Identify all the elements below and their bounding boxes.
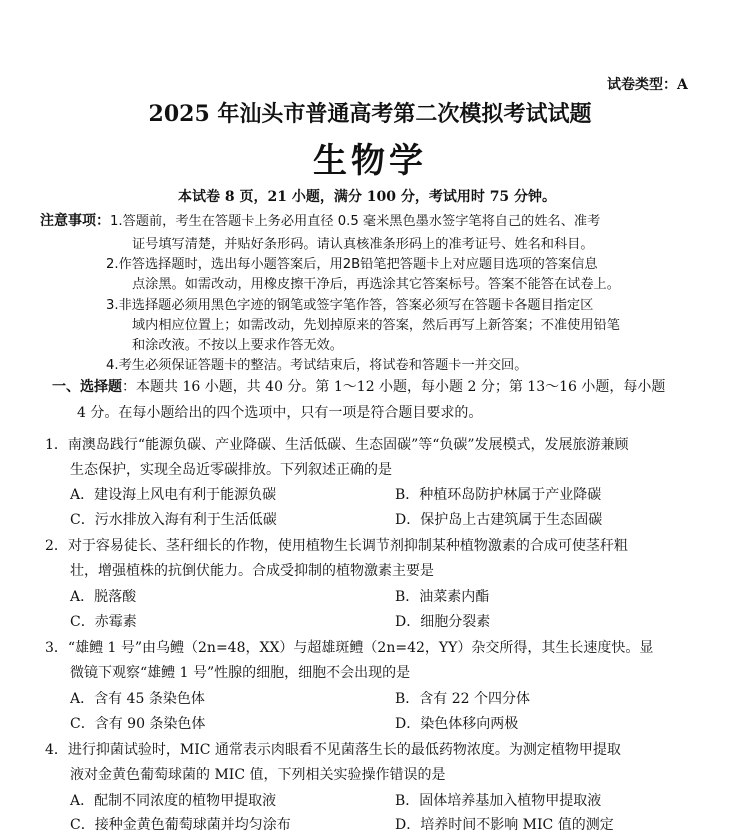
notes-label-wrap — [40, 210, 600, 230]
question-2-stem-line-2: 壮，增强植株的抗倒伏能力。合成受抑制的植物激素主要是 — [70, 563, 434, 579]
question-4-stem-line-1: 4．进行抑菌试验时，MIC 通常表示肉眼看不见菌落生长的最低药物浓度。为测定植物甲提取 — [45, 742, 621, 758]
note-3-line-3: 和涂改液。不按以上要求作答无效。 — [132, 338, 343, 353]
subject-title: 生物学 — [313, 141, 427, 181]
exam-title: 2025 年汕头市普通高考第二次模拟考试试题 — [148, 101, 592, 127]
section-1-intro-line-2: 4 分。在每小题给出的四个选项中，只有一项是符合题目要求的。 — [77, 405, 483, 421]
question-4-stem-line-2: 液对金黄色葡萄球菌的 MIC 值，下列相关实验操作错误的是 — [70, 767, 446, 783]
note-1-line-2: 证号填写清楚，并贴好条形码。请认真核准条形码上的准考证号、姓名和科目。 — [132, 237, 594, 252]
question-4-option-d: D．培养时间不影响 MIC 值的测定 — [395, 817, 614, 833]
question-3-option-a: A．含有 45 条染色体 — [70, 691, 205, 707]
question-3-stem-line-2: 微镜下观察“雄鳢 1 号”性腺的细胞，细胞不会出现的是 — [70, 665, 411, 681]
section-1-line-1-text: ：本题共 16 小题，共 40 分。第 1～12 小题，每小题 2 分；第 13～16 小题，每小题 — [122, 379, 666, 395]
question-1-option-b: B．种植环岛防护林属于产业降碳 — [395, 487, 602, 503]
question-3-option-b: B．含有 22 个四分体 — [395, 691, 531, 707]
note-3-line-2: 域内相应位置上；如需改动，先划掉原来的答案，然后再写上新答案；不准使用铅笔 — [132, 318, 620, 333]
question-4-option-b: B．固体培养基加入植物甲提取液 — [395, 793, 602, 809]
question-3-stem-line-1: 3．“雄鳢 1 号”由乌鳢（2n=48，XX）与超雄斑鳢（2n=42，YY）杂交所得，其生长速度快。显 — [45, 640, 654, 656]
question-3-option-c: C．含有 90 条染色体 — [70, 716, 206, 732]
exam-summary: 本试卷 8 页，21 小题，满分 100 分，考试用时 75 分钟。 — [178, 189, 557, 205]
question-4-option-a: A．配制不同浓度的植物甲提取液 — [70, 793, 277, 809]
note-3-line-1: 3.非选择题必须用黑色字迹的钢笔或签字笔作答，答案必须写在答题卡各题目指定区 — [106, 298, 594, 313]
section-1-label: 一、选择题 — [52, 379, 122, 395]
question-1-option-d: D．保护岛上古建筑属于生态固碳 — [395, 512, 603, 528]
note-1-line-1: 1.答题前，考生在答题卡上务必用直径 0.5 毫米黑色墨水签字笔将自己的姓名、准考 — [110, 214, 601, 229]
section-1-intro-line-1 — [52, 376, 665, 396]
question-2-option-c: C．赤霉素 — [70, 614, 137, 630]
question-2-option-a: A．脱落酸 — [70, 589, 137, 605]
question-4-option-c: C．接种金黄色葡萄球菌并均匀涂布 — [70, 817, 291, 833]
question-3-option-d: D．染色体移向两极 — [395, 716, 519, 732]
notes-label: 注意事项： — [40, 213, 110, 229]
note-2-line-2: 点涂黑。如需改动，用橡皮擦干净后，再选涂其它答案标号。答案不能答在试卷上。 — [132, 277, 620, 292]
question-1-option-a: A．建设海上风电有利于能源负碳 — [70, 487, 277, 503]
question-1-option-c: C．污水排放入海有利于生活低碳 — [70, 512, 277, 528]
note-2-line-1: 2.作答选择题时，选出每小题答案后，用2B铅笔把答题卡上对应题目选项的答案信息 — [106, 257, 598, 272]
question-1-stem-line-2: 生态保护，实现全岛近零碳排放。下列叙述正确的是 — [70, 462, 392, 478]
paper-type: 试卷类型：A — [607, 77, 688, 93]
question-2-stem-line-1: 2．对于容易徒长、茎秆细长的作物，使用植物生长调节剂抑制某种植物激素的合成可使茎秆粗 — [45, 538, 628, 554]
question-1-stem-line-1: 1．南澳岛践行“能源负碳、产业降碳、生活低碳、生态固碳”等“负碳”发展模式，发展旅游兼顾 — [45, 437, 629, 453]
note-4-line-1: 4.考生必须保证答题卡的整洁。考试结束后，将试卷和答题卡一并交回。 — [106, 358, 528, 373]
question-2-option-b: B．油菜素内酯 — [395, 589, 490, 605]
question-2-option-d: D．细胞分裂素 — [395, 614, 491, 630]
